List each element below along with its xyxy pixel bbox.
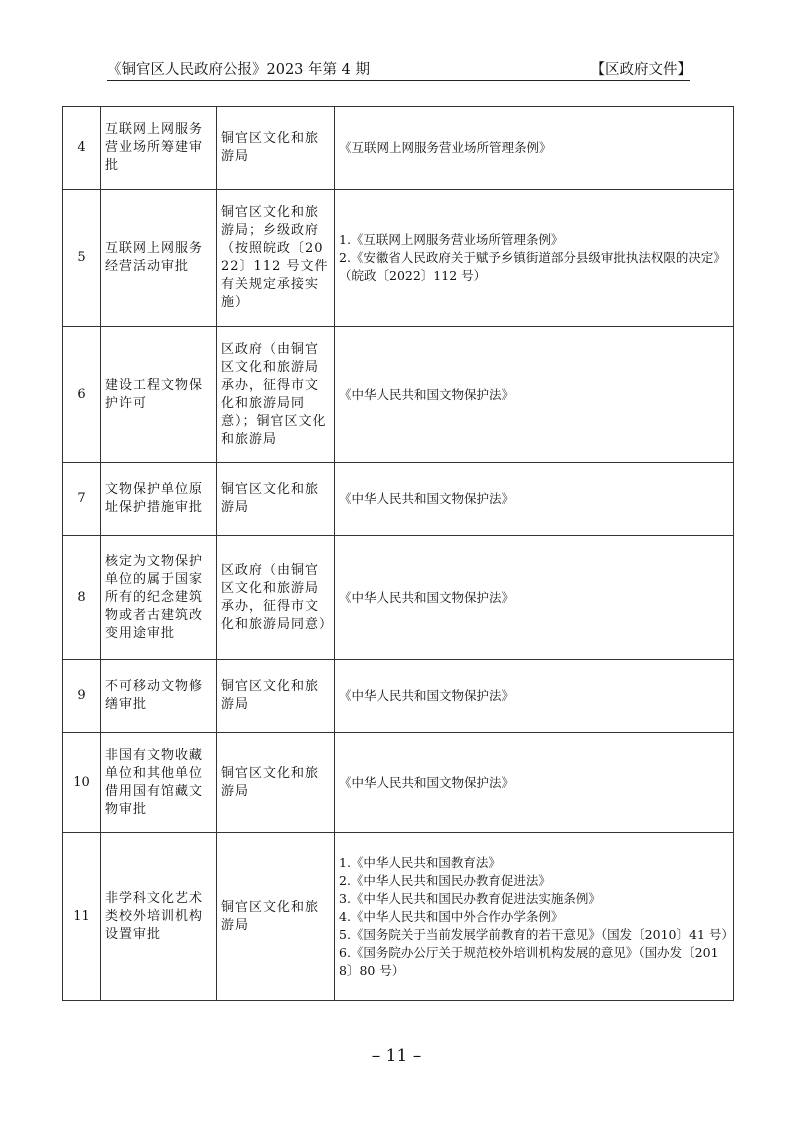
responsible-department: 铜官区文化和旅游局；乡级政府（按照皖政〔2022〕112 号文件有关规定承接实施） — [217, 190, 335, 327]
table-row — [63, 660, 734, 733]
row-number: 8 — [63, 536, 101, 660]
legal-basis-line: 《中华人民共和国文物保护法》 — [339, 589, 515, 605]
approval-item-name: 互联网上网服务营业场所筹建审批 — [101, 107, 217, 190]
row-number: 11 — [63, 833, 101, 1001]
legal-basis-line: 2.《中华人民共和国民办教育促进法》 — [339, 872, 551, 888]
legal-basis-cell — [335, 660, 734, 733]
responsible-department: 铜官区文化和旅游局 — [217, 660, 335, 733]
responsible-department: 区政府（由铜官区文化和旅游局承办，征得市文化和旅游局同意） — [217, 536, 335, 660]
approval-item-name: 互联网上网服务经营活动审批 — [101, 190, 217, 327]
legal-basis-line: 《中华人民共和国文物保护法》 — [339, 386, 515, 402]
bulletin-title: 《铜官区人民政府公报》2023 年第 4 期 — [107, 62, 370, 78]
approval-item-name: 核定为文物保护单位的属于国家所有的纪念建筑物或者古建筑改变用途审批 — [101, 536, 217, 660]
legal-basis-line: 《互联网上网服务营业场所管理条例》 — [339, 140, 552, 155]
legal-basis-line: 5.《国务院关于当前发展学前教育的若干意见》（国发〔2010〕41 号） — [339, 926, 734, 942]
legal-basis-line: 1.《中华人民共和国教育法》 — [339, 854, 501, 870]
section-label: 【区政府文件】 — [590, 62, 692, 78]
legal-basis-line: 3.《中华人民共和国民办教育促进法实施条例》 — [339, 890, 601, 906]
responsible-department: 铜官区文化和旅游局 — [217, 733, 335, 833]
responsible-department: 铜官区文化和旅游局 — [217, 833, 335, 1001]
table-row — [63, 327, 734, 463]
legal-basis-line: 1.《互联网上网服务营业场所管理条例》 — [339, 232, 564, 247]
table-row — [63, 107, 734, 190]
table-row — [63, 536, 734, 660]
row-number: 6 — [63, 327, 101, 463]
responsible-department: 铜官区文化和旅游局 — [217, 107, 335, 190]
table-row — [63, 733, 734, 833]
legal-basis-line: 2.《安徽省人民政府关于赋予乡镇街道部分县级审批执法权限的决定》（皖政〔2022〕112 号） — [339, 250, 726, 283]
approval-item-name: 不可移动文物修缮审批 — [101, 660, 217, 733]
legal-basis-line: 《中华人民共和国文物保护法》 — [339, 688, 515, 703]
row-number: 5 — [63, 190, 101, 327]
legal-basis-line: 《中华人民共和国文物保护法》 — [339, 774, 515, 790]
legal-basis-cell — [335, 536, 734, 660]
legal-basis-line: 《中华人民共和国文物保护法》 — [339, 491, 515, 506]
row-number: 4 — [63, 107, 101, 190]
legal-basis-cell — [335, 833, 734, 1001]
row-number: 7 — [63, 463, 101, 536]
legal-basis-line: 6.《国务院办公厅关于规范校外培训机构发展的意见》（国办发〔2018〕80 号） — [339, 944, 719, 978]
row-number: 10 — [63, 733, 101, 833]
table-row — [63, 833, 734, 1001]
table-row — [63, 190, 734, 327]
responsible-department: 铜官区文化和旅游局 — [217, 463, 335, 536]
legal-basis-cell — [335, 463, 734, 536]
page-header — [107, 54, 690, 81]
legal-basis-cell — [335, 190, 734, 327]
approval-item-name: 非国有文物收藏单位和其他单位借用国有馆藏文物审批 — [101, 733, 217, 833]
responsible-department: 区政府（由铜官区文化和旅游局承办，征得市文化和旅游局同意）；铜官区文化和旅游局 — [217, 327, 335, 463]
table-row — [63, 463, 734, 536]
row-number: 9 — [63, 660, 101, 733]
page-number: – 11 – — [371, 1046, 422, 1066]
legal-basis-cell — [335, 327, 734, 463]
legal-basis-cell — [335, 733, 734, 833]
approval-item-name: 文物保护单位原址保护措施审批 — [101, 463, 217, 536]
approval-items-table — [62, 106, 734, 1001]
approval-item-name: 建设工程文物保护许可 — [101, 327, 217, 463]
legal-basis-line: 4.《中华人民共和国中外合作办学条例》 — [339, 908, 564, 924]
legal-basis-cell — [335, 107, 734, 190]
approval-item-name: 非学科文化艺术类校外培训机构设置审批 — [101, 833, 217, 1001]
